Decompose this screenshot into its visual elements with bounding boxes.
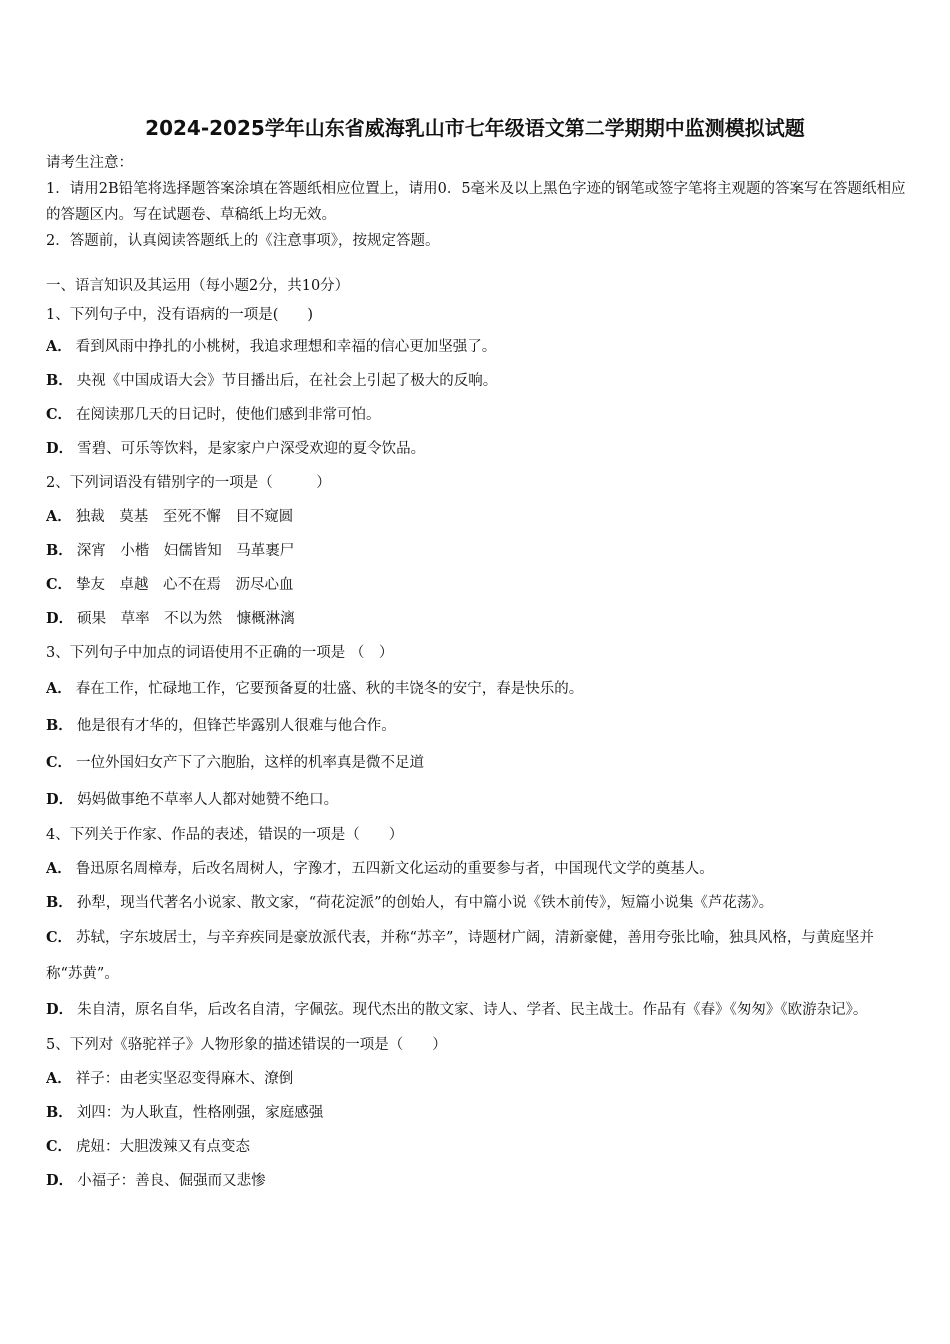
option-text: 刘四：为人耿直，性格刚强，家庭感强 (76, 1105, 324, 1121)
option-letter: B． (46, 894, 73, 911)
option-letter: A． (46, 1070, 72, 1087)
question-3-option-c (46, 744, 908, 781)
option-letter: C． (46, 406, 73, 423)
option-letter: A． (46, 860, 72, 877)
question-5-stem: 5、下列对《骆驼祥子》人物形象的描述错误的一项是（ ） (46, 1037, 447, 1053)
question-1-option-d (46, 432, 908, 466)
option-letter: C． (46, 1138, 73, 1155)
option-letter: D． (46, 1001, 74, 1018)
option-letter: B． (46, 372, 73, 389)
option-letter: A． (46, 508, 72, 525)
option-letter: D． (46, 440, 74, 457)
notice-item-1: 1．请用2B铅笔将选择题答案涂填在答题纸相应位置上，请用0．5毫米及以上黑色字迹的钢笔或签字笔将主观题的答案写在答题纸相应的答题区内。写在试题卷、草稿纸上均无效。 (46, 181, 906, 223)
question-1-option-c (46, 398, 908, 432)
option-text: 小福子：善良、倔强而又悲惨 (77, 1173, 266, 1189)
option-text: 在阅读那几天的日记时，使他们感到非常可怕。 (76, 407, 381, 423)
option-text: 妈妈做事绝不草率人人都对她赞不绝口。 (77, 792, 339, 808)
question-3-stem: 3、下列句子中加点的词语使用不正确的一项是 （ ） (46, 645, 394, 661)
question-5-option-a (46, 1062, 908, 1096)
question-1-option-a (46, 330, 908, 364)
option-text: 祥子：由老实坚忍变得麻木、潦倒 (75, 1071, 294, 1087)
option-text: 春在工作，忙碌地工作，它要预备夏的壮盛、秋的丰饶冬的安宁，春是快乐的。 (75, 681, 584, 697)
question-2-stem: 2、下列词语没有错别字的一项是（ ） (46, 475, 331, 491)
question-5-option-c (46, 1130, 908, 1164)
question-4-stem: 4、下列关于作家、作品的表述，错误的一项是（ ） (46, 827, 404, 843)
question-content (46, 272, 908, 1198)
option-letter: C． (46, 754, 73, 771)
notice-block (46, 150, 906, 254)
option-text: 朱自清，原名自华，后改名自清，字佩弦。现代杰出的散文家、诗人、学者、民主战士。作品有《春》《匆匆》《欧游杂记》。 (77, 1002, 868, 1018)
notice-heading: 请考生注意： (46, 155, 133, 171)
option-text: 看到风雨中挣扎的小桃树，我追求理想和幸福的信心更加坚强了。 (75, 339, 497, 355)
question-4-option-c (46, 920, 908, 992)
question-5-option-b (46, 1096, 908, 1130)
question-4-option-d (46, 992, 908, 1028)
option-text: 苏轼，字东坡居士，与辛弃疾同是豪放派代表，并称“苏辛”，诗题材广阔，清新豪健，善用夸张比喻，独具风格，与黄庭坚并称“苏黄”。 (46, 930, 874, 982)
question-5-option-d (46, 1164, 908, 1198)
option-text: 挚友 卓越 心不在焉 沥尽心血 (76, 577, 294, 593)
option-text: 孙犁，现当代著名小说家、散文家，“荷花淀派”的创始人，有中篇小说《铁木前传》，短篇小说集《芦花荡》。 (76, 895, 774, 911)
option-text: 央视《中国成语大会》节目播出后，在社会上引起了极大的反响。 (76, 373, 498, 389)
question-1-option-b (46, 364, 908, 398)
question-1-stem: 1、下列句子中，没有语病的一项是( ) (46, 307, 314, 323)
notice-item-2: 2．答题前，认真阅读答题纸上的《注意事项》，按规定答题。 (46, 233, 440, 249)
option-text: 硕果 草率 不以为然 慷概淋漓 (77, 611, 295, 627)
option-letter: B． (46, 1104, 73, 1121)
option-letter: A． (46, 680, 72, 697)
option-letter: C． (46, 929, 73, 946)
option-letter: B． (46, 542, 73, 559)
option-letter: D． (46, 1172, 74, 1189)
question-2-option-b (46, 534, 908, 568)
option-text: 独裁 莫基 至死不懈 目不窥圆 (75, 509, 294, 525)
option-text: 鲁迅原名周樟寿，后改名周树人，字豫才，五四新文化运动的重要参与者，中国现代文学的奠基人。 (75, 861, 714, 877)
question-2-option-d (46, 602, 908, 636)
question-3-option-a (46, 670, 908, 707)
question-4-option-b (46, 886, 908, 920)
question-2-option-a (46, 500, 908, 534)
question-2-option-c (46, 568, 908, 602)
option-text: 一位外国妇女产下了六胞胎，这样的机率真是微不足道 (76, 755, 425, 771)
option-text: 虎妞：大胆泼辣又有点变态 (76, 1139, 251, 1155)
question-4-option-a (46, 852, 908, 886)
option-letter: C． (46, 576, 73, 593)
option-letter: B． (46, 717, 73, 734)
option-text: 深宵 小楷 妇儒皆知 马革裹尸 (76, 543, 295, 559)
option-letter: D． (46, 610, 74, 627)
question-3-option-b (46, 707, 908, 744)
section-heading: 一、语言知识及其运用（每小题2分，共10分） (46, 278, 350, 294)
option-text: 他是很有才华的，但锋芒毕露别人很难与他合作。 (76, 718, 396, 734)
page-title: 2024-2025学年山东省威海乳山市七年级语文第二学期期中监测模拟试题 (145, 116, 805, 140)
option-letter: A． (46, 338, 72, 355)
option-letter: D． (46, 791, 74, 808)
question-3-option-d (46, 781, 908, 818)
option-text: 雪碧、可乐等饮料，是家家户户深受欢迎的夏令饮品。 (77, 441, 426, 457)
